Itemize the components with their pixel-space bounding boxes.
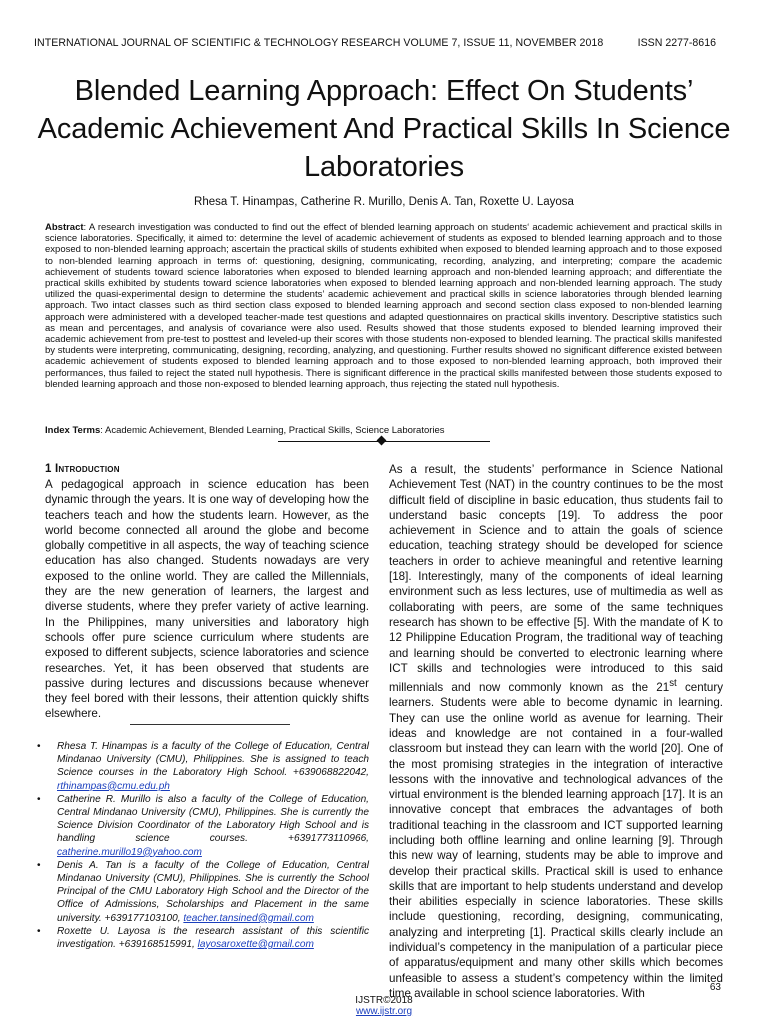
superscript-st: st [669, 678, 677, 690]
bullet: • [37, 925, 41, 937]
abstract-label: Abstract [45, 222, 84, 233]
footnote-text: Denis A. Tan is a faculty of the College of Education, Central Mindanao University (CMU), Philippines. She is currently the School Principal of the CMU Laboratory High School and the Director of the Office of Admissions, Scholarships and Placement in the same university. +639177103100, [57, 859, 369, 924]
section-heading [45, 463, 369, 475]
paper-title: Blended Learning Approach: Effect On Students’ Academic Achievement And Practical Skills In Science Laboratories [37, 75, 731, 183]
page-number: 63 [709, 982, 721, 993]
copyright: IJSTR©2018 [355, 995, 413, 1006]
index-terms [45, 425, 722, 436]
issn: ISSN 2277-8616 [637, 37, 716, 49]
intro-paragraph-right [389, 462, 723, 1001]
bullet: • [37, 859, 41, 871]
authors: Rhesa T. Hinampas, Catherine R. Murillo, Denis A. Tan, Roxette U. Layosa [194, 196, 574, 208]
intro-paragraph-left: A pedagogical approach in science education has been dynamic through the years. It is one way of developing how the teachers teach and how the students learn. However, as the world become connected all around the globe and become globally competitive in all aspects, the way of teaching science education has also changed. Students nowadays are very exposed to the online world. They are called the Millennials, they are the new generation of learners, the largest and diverse students, where they prefer variety of active learning. In the Philippines, many universities and laboratory high schools offer pure science curriculum where students are exposed to different subjects, science laboratories and science researches. Yet, it has been observed that students are passive during lectures and discussions because whenever they feel bored with their lessons, their attention quickly shifts elsewhere. [45, 478, 369, 721]
index-terms-text: : Academic Achievement, Blended Learning, Practical Skills, Science Laboratories [100, 425, 445, 436]
intro-right-text-a: As a result, the students’ performance in Science National Achievement Test (NAT) in the country continues to be the most difficult field of discipline in basic education, thus students fail to understand basic concepts [19]. To address the poor achievement in Science and to attain the goals of science education, teaching strategy should be developed for science teachers in order to achieve meaningful and retentive learning [18]. Interestingly, many of the components of ideal learning environment such as less lectures, use of multimedia as well as collaborating with peers, are some of the same techniques research has shown to be effective [5]. With the mandate of K to 12 Philippine Education Program, the traditional way of teaching and learning should be converted to electronic learning where ICT skills and technologies were introduced to this said millennials and now commonly known as the 21 [389, 463, 723, 695]
bullet: • [37, 741, 41, 752]
left-column [45, 463, 369, 722]
footnote-text: Catherine R. Murillo is also a faculty of the College of Education, Central Mindanao University (CMU), Philippines. She is currently the Science Division Coordinator of the Laboratory High School and is handling science courses. +6391773110966, [57, 793, 369, 845]
email-link[interactable]: layosaroxette@gmail.com [197, 939, 314, 951]
footnote-item [35, 740, 369, 793]
right-column [389, 462, 723, 1001]
section-number: 1 [45, 463, 55, 475]
email-link[interactable]: rthinampas@cmu.edu.ph [57, 780, 170, 792]
footnote-text: Roxette U. Layosa is the research assistant of this scientific investigation. +639168515991, [57, 925, 369, 951]
divider-diamond [377, 436, 387, 446]
footnote-separator [130, 724, 290, 725]
bullet: • [37, 793, 41, 805]
intro-right-text-b: century learners. Students were able to become dynamic in learning. They can use the online world as avenue for learning. Their ideas and knowledge are not contained in a four-walled classroom but instead they can learn with the world [20]. One of the most promising strategies in the integration of interactive lessons with the innovative and technological advances of the virtual environment is the blended learning approach [17]. It is an innovative concept that embraces the advantages of both traditional teaching in the classroom and ICT supported learning including both offline learning and online learning [9]. Through this new way of learning, students may be able to improve and develop their practical skills. Practical skill is used to enhance skills that are important to help students understand and develop their abilities especially in science laboratories. These skills include questioning, recording, designing, communicating, analyzing and interpreting [1]. Practical skills clearly include an individual’s competency in the manipulation of a particular piece of apparatus/equipment and many other skills which becomes unfeasible to assess a student’s competency within the limited time available in school science laboratories. With [389, 681, 723, 1000]
journal-header: INTERNATIONAL JOURNAL OF SCIENTIFIC & TECHNOLOGY RESEARCH VOLUME 7, ISSUE 11, NOVEMBER 2018 [34, 37, 604, 49]
section-title: Introduction [55, 463, 120, 475]
email-link[interactable]: teacher.tansined@gmail.com [183, 912, 314, 924]
abstract [45, 222, 722, 390]
author-footnotes [35, 740, 369, 951]
footnote-item [35, 925, 369, 951]
abstract-text: : A research investigation was conducted to find out the effect of blended learning approach on students‘ academic achievement and practical skills in science laboratories. Specifically, it aimed to: determine the level of academic achievement of students as exposed to blended learning approach and to those exposed to non-blended learning approach; ascertain the practical skills of students exhibited when exposed to blended learning approach and to those exposed to non-blended learning approach in terms of: questioning, designing, communicating, recording, analyzing, and interpreting; compare the academic achievement of students toward science laboratories when exposed to blended learning approach and non-blended learning approach; and differentiate the practical skills exhibited by students toward science laboratories when exposed to blended learning approach and non-blended learning approach. The study utilized the quasi-experimental design to determine the students’ academic achievement and practical skills in science laboratories through blended learning approach. Two intact classes such as third section class exposed to blended learning approach and second section class exposed to non-blended learning approach were administered with a developed teacher-made test questions and adapted questionnaires on practical skills inventory. Descriptive statistics such as mean and percentages, and analysis of covariance were also used. Results showed that those students exposed to blended learning improved their academic achievement from pre-test to posttest and leveled-up their scores with those students non-exposed to blended learning. The practical skills manifested by students were interpreting, communicating, designing, recording, analyzing, and questioning. Further results showed no significant difference existed between academic achievement of students exposed to blended learning approach and to those exposed to non-blended learning approach, both improved their performances, thus failed to reject the stated null hypothesis. There is significant difference in the practical skills manifested between those students exposed to blended learning approach and those non-exposed to blended learning approach, thus rejecting the stated null hypothesis. [45, 222, 722, 390]
email-link[interactable]: catherine.murillo19@yahoo.com [57, 846, 202, 858]
footnote-text: Rhesa T. Hinampas is a faculty of the College of Education, Central Mindanao University (CMU), Philippines. She is assigned to teach Science courses in the Laboratory High School. +639068822042, [57, 741, 369, 779]
footnote-item [35, 859, 369, 925]
website-link[interactable]: www.ijstr.org [355, 1006, 413, 1017]
index-terms-label: Index Terms [45, 425, 101, 436]
footnote-item [35, 793, 369, 859]
